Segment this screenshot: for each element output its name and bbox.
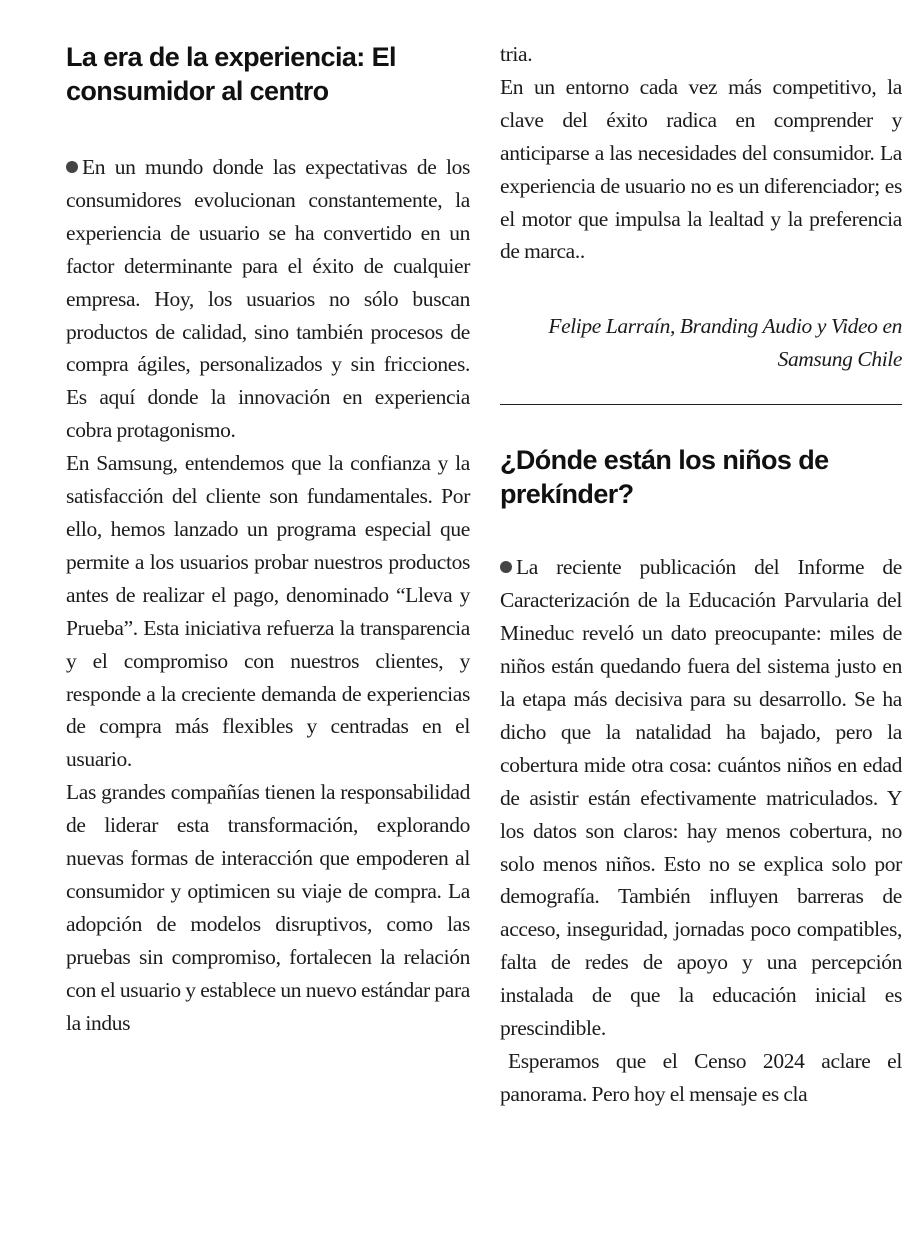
author-signature: Felipe Larraín, Branding Audio y Video en Samsung Chile bbox=[548, 314, 902, 372]
right-column bbox=[500, 0, 902, 1111]
left-column bbox=[66, 0, 470, 1039]
article-paragraph bbox=[66, 151, 470, 447]
paragraph-text: En un mundo donde las expectativas de los consumidores evolucionan constantemente, la experiencia de usuario se ha convertido en un factor determinante para el éxito de cualquier empresa. Hoy, los usuarios no sólo buscan productos de calidad, sino también procesos de compra ágiles, personalizados y sin fricciones. Es aquí donde la innovación en experiencia cobra protagonismo. bbox=[66, 155, 470, 443]
article-paragraph: Esperamos que el Censo 2024 aclare el panorama. Pero hoy el mensaje es cla bbox=[500, 1048, 902, 1106]
article-title: ¿Dónde están los niños de prekínder? bbox=[500, 445, 829, 510]
article-title: La era de la experiencia: El consumidor al centro bbox=[66, 42, 396, 106]
section-divider bbox=[500, 404, 902, 405]
paragraph-text: La reciente publicación del Informe de Caracterización de la Educación Parvularia del Mineduc reveló un dato preocupante: miles de niños están quedando fuera del sistema justo en la etapa más decisiva para su desarrollo. Se ha dicho que la natalidad ha bajado, pero la cobertura mide otra cosa: cuántos niños en edad de asistir están efectivamente matriculados. Y los datos son claros: hay menos cobertura, no solo menos niños. Esto no se explica solo por demografía. También influyen barreras de acceso, inseguridad, jornadas poco compatibles, falta de redes de apoyo y una percepción instalada de que la educación inicial es prescindible. bbox=[500, 555, 902, 1041]
bullet-icon bbox=[66, 161, 78, 173]
bullet-icon bbox=[500, 561, 512, 573]
article-paragraph bbox=[500, 551, 902, 1045]
article-paragraph: Las grandes compañías tienen la responsabilidad de liderar esta transformación, explorando nuevas formas de interacción que empoderen al consumidor y optimicen su viaje de compra. La adopción de modelos disruptivos, como las pruebas sin compromiso, fortalecen la relación con el usuario y establece un nuevo estándar para la indus bbox=[66, 780, 470, 1035]
article-paragraph: En un entorno cada vez más competitivo, la clave del éxito radica en comprender y anticiparse a las necesidades del consumidor. La experiencia de usuario no es un diferenciador; es el motor que impulsa la lealtad y la preferencia de marca.. bbox=[500, 74, 902, 264]
article-paragraph: En Samsung, entendemos que la confianza y la satisfacción del cliente son fundamentales. Por ello, hemos lanzado un programa especial que permite a los usuarios probar nuestros productos antes de realizar el pago, denominado “Lleva y Prueba”. Esta iniciativa refuerza la transparencia y el compromiso con nuestros clientes, y responde a la creciente demanda de experiencias de compra más flexibles y centradas en el usuario. bbox=[66, 451, 470, 772]
article-paragraph-continued: tria. bbox=[500, 42, 533, 66]
